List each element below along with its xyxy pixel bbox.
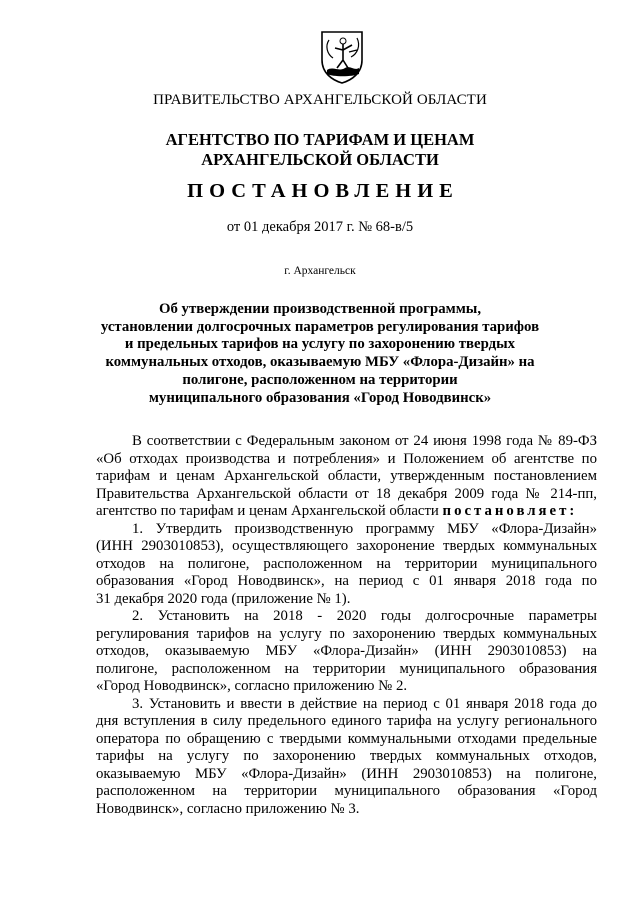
body-line: Правительства Архангельской области от 18 декабря 2009 года № 214-пп, xyxy=(96,485,597,502)
body-line: полигоне, расположенном на территории муниципального образования xyxy=(96,660,597,677)
document-city: г. Архангельск xyxy=(284,265,356,277)
body-line: (ИНН 2903010853), осуществляющего захоронение твердых коммунальных xyxy=(96,538,597,554)
body-line: В соответствии с Федеральным законом от 24 июня 1998 года № 89-ФЗ xyxy=(132,433,597,449)
document-subject xyxy=(0,301,640,407)
agency-line: АГЕНТСТВО ПО ТАРИФАМ И ЦЕНАМ xyxy=(165,130,475,149)
body-line: тарифам и ценам Архангельской области, утвержденным постановлением xyxy=(96,468,597,484)
agency-line: АРХАНГЕЛЬСКОЙ ОБЛАСТИ xyxy=(201,150,439,169)
coat-of-arms-icon xyxy=(319,30,365,84)
body-line: отходов на полигоне, расположенном на территории муниципального xyxy=(96,555,597,572)
body-line: 3. Установить и ввести в действие на период с 01 января 2018 года до xyxy=(132,695,597,712)
subject-line: установлении долгосрочных параметров регулирования тарифов xyxy=(100,318,540,335)
body-line: отходов, оказываемую МБУ «Флора-Дизайн» (ИНН 2903010853) на xyxy=(96,643,597,659)
body-line: расположенном на территории муниципального образования «Город xyxy=(96,783,597,799)
document-type: ПОСТАНОВЛЕНИЕ xyxy=(187,180,459,202)
subject-line: коммунальных отходов, оказываемую МБУ «Флора-Дизайн» на xyxy=(105,354,535,371)
body-line: 2. Установить на 2018 - 2020 годы долгосрочные параметры xyxy=(132,608,597,624)
preamble-last: агентство по тарифам и ценам Архангельской области xyxy=(96,503,443,519)
subject-line: муниципального образования «Город Новодвинск» xyxy=(148,389,492,406)
document-body xyxy=(96,433,597,818)
subject-line: и предельных тарифов на услугу по захоронению твердых xyxy=(124,336,516,353)
body-line: регулирования тарифов на услугу по захоронению твердых коммунальных xyxy=(96,625,597,642)
body-line: дня вступления в силу предельного единого тарифа на услугу регионального xyxy=(96,713,597,729)
body-line: тарифы на услугу по захоронению твердых коммунальных отходов, xyxy=(96,748,597,764)
body-line xyxy=(96,503,597,521)
body-line: образования «Город Новодвинск», на период с 01 января 2018 года по xyxy=(96,573,597,589)
body-line: оказываемую МБУ «Флора-Дизайн» (ИНН 2903010853) на полигоне, xyxy=(96,765,597,782)
agency-name xyxy=(0,130,640,170)
subject-line: полигоне, расположенном на территории xyxy=(182,371,458,388)
document-date-number: от 01 декабря 2017 г. № 68-в/5 xyxy=(226,219,414,235)
resolves-word: постановляет: xyxy=(442,503,578,519)
body-line: Новодвинск», согласно приложению № 3. xyxy=(96,800,360,817)
body-line: 1. Утвердить производственную программу МБУ «Флора-Дизайн» xyxy=(132,520,597,537)
subject-line: Об утверждении производственной программы, xyxy=(158,301,482,317)
body-line: «Об отходах производства и потребления» и Положением об агентстве по xyxy=(96,450,597,467)
body-line: оператора по обращению с твердыми коммунальными отходами предельные xyxy=(96,730,597,747)
body-line: «Город Новодвинск», согласно приложению № 2. xyxy=(96,678,408,694)
government-name: ПРАВИТЕЛЬСТВО АРХАНГЕЛЬСКОЙ ОБЛАСТИ xyxy=(153,92,487,108)
body-line: 31 декабря 2020 года (приложение № 1). xyxy=(96,590,351,607)
